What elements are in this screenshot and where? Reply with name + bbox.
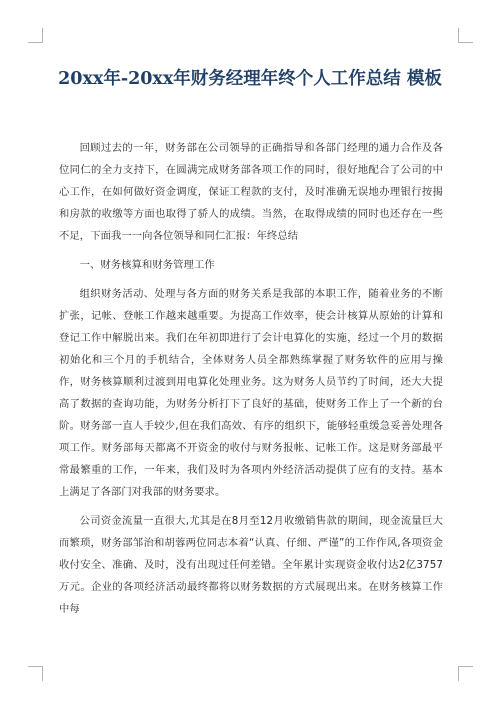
section-heading-accounting: 一、财务核算和财务管理工作 [79, 259, 215, 271]
crop-mark-bottom-right [458, 666, 473, 681]
crop-mark-top-left [28, 28, 43, 43]
paragraph-accounting: 组织财务活动、处理与各方面的财务关系是我部的本职工作，随着业务的不断扩张，记帐、登帐工作越来越重要。为提高工作效率，使会计核算从原始的计算和登记工作中解脱出来。我们在年初即进行了会计电算化的实施，经过一个月的数据初始化和三个月的手机结合，全体财务人员全都熟练掌握了财务软件的应用与操作，财务核算顺利过渡到用电算化处理业务。这为财务人员节约了时间，还大大提高了数据的查询功能，为财务分析打下了良好的基础，使财务工作上了一个新的台阶。财务部一直人手较少,但在我们高效、有序的组织下，能够轻重缓急妥善处理各项工作。财务部每天都离不开资金的收付与财务报帐、记帐工作。这是财务部最平常最繁重的工作，一年来，我们及时为各项内外经济活动提供了应有的支持。基本上满足了各部门对我部的财务要求。 [59, 288, 443, 498]
crop-mark-top-right [458, 28, 473, 43]
document-title: 20xx年-20xx年财务经理年终个人工作总结 模板 [58, 69, 442, 89]
document-body [59, 137, 443, 624]
paragraph-intro: 回顾过去的一年，财务部在公司领导的正确指导和各部门经理的通力合作及各位同仁的全力支持下，在圆满完成财务部各项工作的同时，很好地配合了公司的中心工作，在如何做好资金调度，保证工程款的支付，及时准确无误地办理银行按揭和房款的收缴等方面也取得了骄人的成绩。当然，在取得成绩的同时也还存在一些不足，下面我一一向各位领导和同仁汇报：年终总结 [59, 142, 443, 242]
crop-mark-bottom-left [28, 666, 43, 681]
paragraph-cash-flow: 公司资金流量一直很大,尤其是在8月至12月收缴销售款的期间，现金流量巨大而繁琐，财务部邹治和胡蓉两位同志本着“认真、仔细、严谨”的工作作风,各项资金收付安全、准确、及时，没有出现过任何差错。全年累计实现资金收付达2亿3757万元。企业的各项经济活动最终都将以财务数据的方式展现出来。在财务核算工作中每 [59, 515, 443, 615]
